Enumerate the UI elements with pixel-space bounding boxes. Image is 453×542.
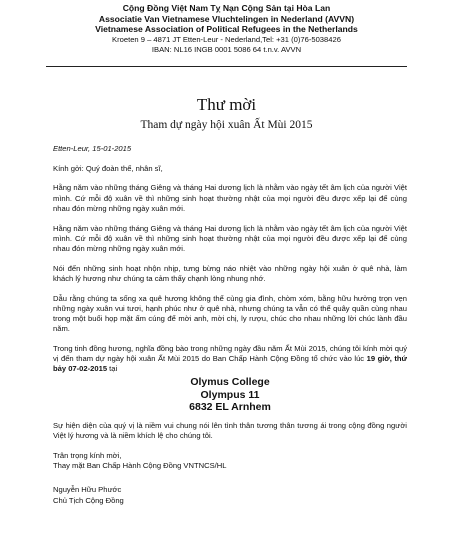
signer-role: Chủ Tịch Cộng Đồng (53, 495, 124, 505)
paragraph-3: Nói đến những sinh hoạt nhộn nhịp, tưng bừng náo nhiệt vào những ngày hội xuân ở quê nhà, làm khách lý hương như chúng ta cảm thấy chạnh lòng nhung nhớ. (53, 263, 407, 283)
invitation-text: Trong tinh đồng hương, nghĩa đồng bào trong những ngày đầu năm Ất Mùi 2015, chúng tôi kính mời quý vị đến tham dự ngày hội xuân Ất Mùi 2015 do Ban Chấp Hành Cộng Đồng tổ chức vào lúc (53, 343, 407, 364)
letterhead (0, 0, 453, 56)
org-bank-account: IBAN: NL16 INGB 0001 5086 64 t.n.v. AVVN (151, 45, 302, 55)
venue-block (53, 376, 407, 413)
letter-body (53, 144, 407, 506)
letter-subtitle: Tham dự ngày hội xuân Ất Mùi 2015 (140, 118, 313, 131)
signer-name: Nguyễn Hữu Phước (53, 485, 122, 495)
org-address: Kroeten 9 – 4871 JT Etten-Leur - Nederland,Tel: +31 (0)76-5038426 (112, 34, 341, 44)
invitation-text-end: tại (107, 364, 118, 374)
paragraph-2: Hằng năm vào những tháng Giêng và tháng Hai dương lịch là nhằm vào ngày tết âm lịch của người Việt mình. Cứ mỗi độ xuân về thì những sinh hoạt thường nhật của mọi người đều được xếp lại để cùng nhau đón mừng những ngày xuân mới. (53, 223, 407, 253)
letter-date: Etten-Leur, 15-01-2015 (53, 144, 132, 153)
venue-street: Olympus 11 (200, 388, 260, 401)
header-divider (46, 66, 407, 67)
signoff-on-behalf: Thay mặt Ban Chấp Hành Cộng Đồng VNTNCS/HL (53, 461, 227, 471)
letter-title: Thư mời (196, 94, 257, 114)
venue-name: Olymus College (190, 376, 270, 389)
venue-city: 6832 EL Arnhem (189, 400, 271, 413)
event-time: 19 giờ, thứ bảy 07-02-2015 (53, 354, 407, 374)
org-name-vietnamese: Cộng Đồng Việt Nam Tỵ Nạn Cộng Sản tại Hòa Lan (122, 3, 331, 13)
closing-paragraph: Sự hiện diện của quý vị là niềm vui chung nói lên tình thân tương thân tương ái trong cộng đồng người Việt lý hương và là niềm khích lệ cho chúng tôi. (53, 421, 407, 441)
signoff-greeting: Trân trọng kính mời, (53, 450, 122, 460)
paragraph-1: Hằng năm vào những tháng Giêng và tháng Hai dương lịch là nhằm vào ngày tết âm lịch của người Việt mình. Cứ mỗi độ xuân về thì những sinh hoạt thường nhật của mọi người đều được xếp lại để cùng nhau đón mừng những ngày xuân mới. (53, 183, 407, 213)
salutation: Kính gởi: Quý đoàn thể, nhân sĩ, (53, 163, 163, 173)
signoff-block (53, 451, 407, 506)
paragraph-4: Dẫu rằng chúng ta sống xa quê hương không thể cùng gia đình, chòm xóm, bằng hữu hưởng trọn vẹn những ngày xuân vui tươi, hạnh phúc như ở quê nhà, nhưng chúng ta vẫn có thể quây quần cùng nhau trong một buổi họp mặt ấm cúng để mời anh, mời chị, ly rượu, chúc cho nhau những lời chúc lành đầu năm. (53, 293, 407, 334)
org-name-dutch: Associatie Van Vietnamese Vluchtelingen in Nederland (AVVN) (98, 13, 355, 24)
invitation-paragraph (53, 344, 407, 375)
org-name-english: Vietnamese Association of Political Refugees in the Netherlands (95, 24, 358, 35)
